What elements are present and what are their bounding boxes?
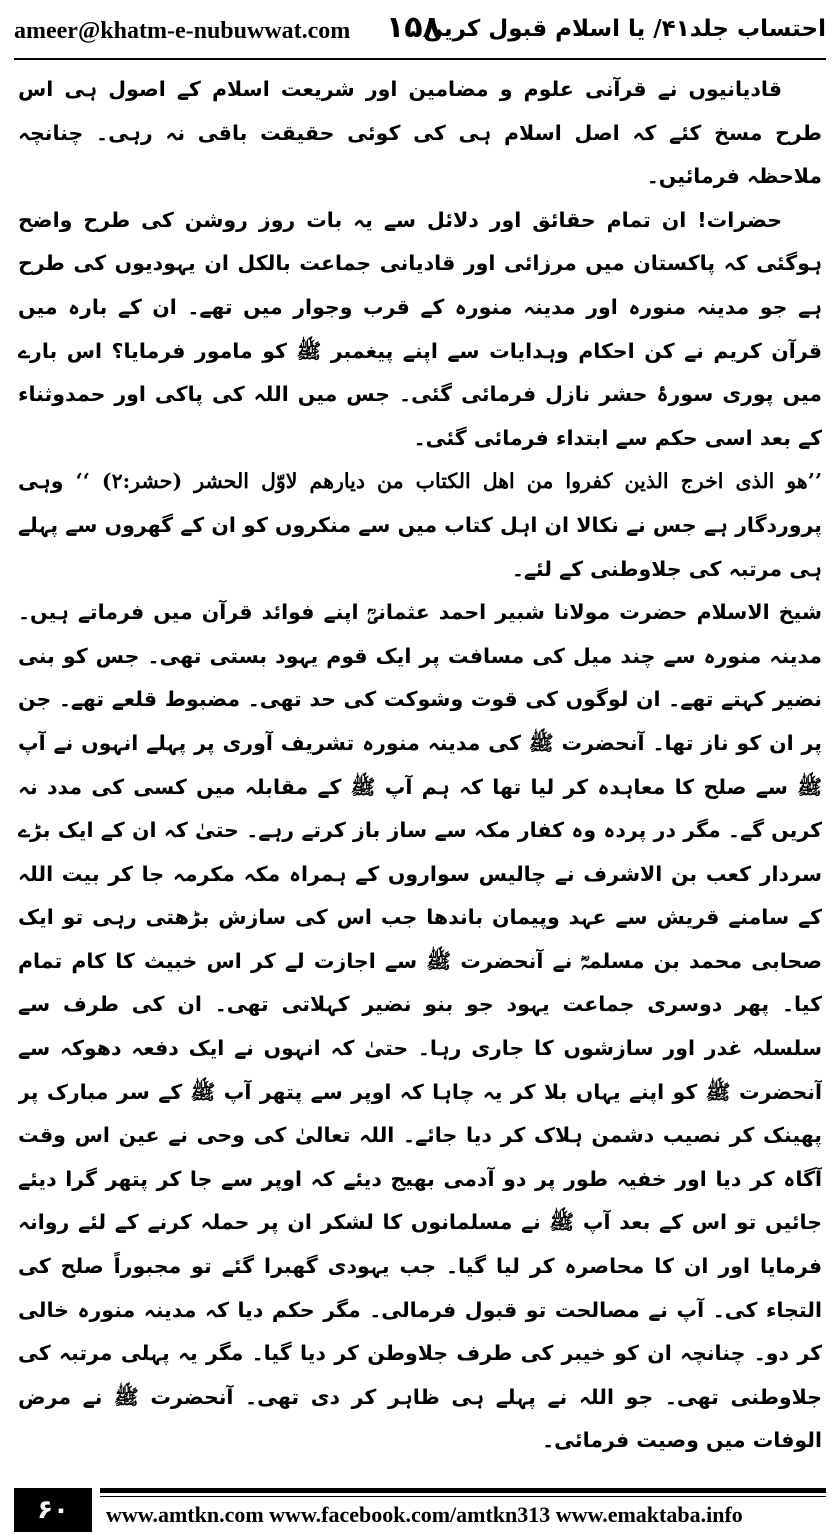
header-rule xyxy=(14,58,826,60)
arabic-quote: ’’ھو الذی اخرج الذین کفروا من اھل الکتاب من دیارھم لاوّل الحشر (حشر:۲) ‘‘ xyxy=(75,469,822,494)
header-running-title: احتساب جلد۴۱/ یا اسلام قبول کریں xyxy=(423,16,826,42)
paragraph-2: حضرات! ان تمام حقائق اور دلائل سے یہ بات روز روشن کی طرح واضح ہوگئی کہ پاکستان میں مرزائی اور قادیانی جماعت بالکل ان یہودیوں کی طرح ہے جو مدینہ منورہ اور مدینہ منورہ کے قرب وجوار میں تھے۔ ان کے بارہ میں قرآن کریم نے کن احکام وہدایات سے اپنے پیغمبر ﷺ کو مامور فرمایا؟ اس بارے میں پوری سورۂ حشر نازل فرمائی گئی۔ جس میں اللہ کی پاکی اور حمدوثناء کے بعد اسی حکم سے ابتداء فرمائی گئی۔ xyxy=(18,207,822,450)
quote-translation: وہی پروردگار ہے جس نے نکالا ان اہل کتاب میں سے منکروں کو ان کے گھروں سے پہلے ہی مرتبہ کی جلاوطنی کے لئے۔ xyxy=(18,469,822,581)
quranic-quote xyxy=(18,460,822,591)
page-header xyxy=(14,8,826,58)
paragraph-1: قادیانیوں نے قرآنی علوم و مضامین اور شریعت اسلام کے اصول ہی اس طرح مسخ کئے کہ اصل اسلام ہی کی کوئی حقیقت باقی نہ رہی۔ چنانچہ ملاحظہ فرمائیں۔ xyxy=(18,77,822,189)
footer-urls: www.amtkn.com www.facebook.com/amtkn313 www.emaktaba.info xyxy=(106,1502,743,1527)
folio-number: ۶۰ xyxy=(14,1488,92,1532)
body-text xyxy=(18,68,822,1463)
footer-rule-thick xyxy=(100,1488,826,1493)
paragraph-4: شیخ الاسلام حضرت مولانا شبیر احمد عثمانیؒ اپنے فوائد قرآن میں فرماتے ہیں۔ مدینہ منورہ سے چند میل کی مسافت پر ایک قوم یہود بستی تھی۔ جس کو بنی نضیر کہتے تھے۔ ان لوگوں کی قوت وشوکت کی حد تھی۔ مضبوط قلعے تھے۔ جن پر ان کو ناز تھا۔ آنحضرت ﷺ کی مدینہ منورہ تشریف آوری پر پہلے انہوں نے آپ ﷺ سے صلح کا معاہدہ کر لیا تھا کہ ہم آپ ﷺ کے مقابلہ میں کسی کی مدد نہ کریں گے۔ مگر در پردہ وہ کفار مکہ سے ساز باز کرتے رہے۔ حتیٰ کہ ان کے ایک بڑے سردار کعب بن الاشرف نے چالیس سواروں کے ہمراہ مکہ مکرمہ جا کر بیت اللہ کے سامنے قریش سے عہد وپیمان باندھا جب اس کی سازش بڑھتی رہی تو ایک صحابی محمد بن مسلمہؓ نے آنحضرت ﷺ سے اجازت لے کر اس خبیث کا کام تمام کیا۔ پھر دوسری جماعت یہود جو بنو نضیر کہلاتی تھی۔ ان کی طرف سے سلسلہ غدر اور سازشوں کا جاری رہا۔ حتیٰ کہ انہوں نے ایک دفعہ دھوکہ سے آنحضرت ﷺ کو اپنے یہاں بلا کر یہ چاہا کہ اوپر سے پتھر آپ ﷺ کے سر مبارک پر پھینک کر نصیب دشمن ہلاک کر دیا جائے۔ اللہ تعالیٰ کی وحی نے عین اس وقت آگاہ کر دیا اور خفیہ طور پر دو آدمی بھیج دیئے کہ اوپر سے جا کر پتھر گرا دیئے جائیں تو اس کے بعد آپ ﷺ نے مسلمانوں کا لشکر ان پر حملہ کرنے کے لئے روانہ فرمایا اور ان کا محاصرہ کر لیا گیا۔ جب یہودی گھبرا گئے تو مجبوراً صلح کی التجاء کی۔ آپ نے مصالحت تو قبول فرمالی۔ مگر حکم دیا کہ مدینہ منورہ خالی کر دو۔ چنانچہ ان کو خیبر کی طرف جلاوطن کر دیا گیا۔ مگر یہ پہلی مرتبہ کی جلاوطنی تھی۔ جو اللہ نے پہلے ہی ظاہر کر دی تھی۔ آنحضرت ﷺ نے مرض الوفات میں وصیت فرمائی۔ xyxy=(18,600,822,1453)
header-page-number: ۱۵۸ xyxy=(386,10,441,45)
header-email: ameer@khatm-e-nubuwwat.com xyxy=(14,18,351,44)
footer-rule-thin xyxy=(100,1496,826,1497)
page-footer xyxy=(14,1478,826,1534)
